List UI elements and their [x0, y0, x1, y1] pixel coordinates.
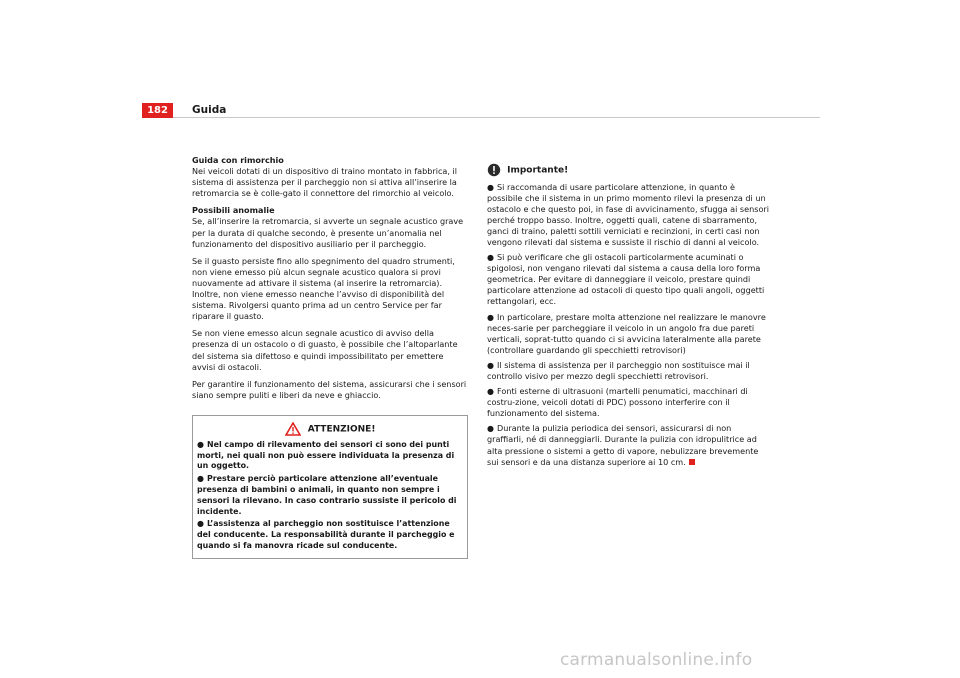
heading-trailer: Guida con rimorchio — [192, 155, 284, 165]
important-item: ● Fonti esterne di ultrasuoni (martelli penumatici, macchinari di costru-zione, veicoli dotati di PDC) possono interferire con il funzionamento del sistema. — [487, 386, 748, 419]
important-header — [487, 163, 769, 178]
bullet-icon: ● — [197, 439, 204, 449]
heading-faults: Possibili anomalie — [192, 205, 275, 216]
left-column — [192, 155, 468, 559]
warning-item: ● Prestare perciò particolare attenzione all’eventuale presenza di bambini o animali, in quanto non sempre i sensori la rilevano. In caso contrario sussiste il pericolo di incidente. — [197, 474, 457, 516]
end-of-section-icon — [689, 459, 695, 465]
bullet-icon: ● — [487, 424, 494, 434]
paragraph-faults-1: Se, all’inserire la retromarcia, si avverte un segnale acustico grave per la durata di qualche secondo, è presente un’anomalia nel funzionamento del dispositivo ausiliario per il parcheggio. — [192, 216, 464, 249]
important-item: ● Si raccomanda di usare particolare attenzione, in quanto è possibile che il sistema in un primo momento rilevi la presenza di un ostacolo e che questo poi, in fase di avvicinamento, sfugga ai sensori perché troppo basso. Inoltre, oggetti quali, catene di sbarramento, ganci di traino, paletti sottili verniciati e recinzioni, in certi casi non vengono rilevati dal sistema e sussiste il rischio di danni al veicolo. — [487, 181, 769, 247]
bullet-icon: ● — [487, 312, 494, 322]
bullet-icon: ● — [487, 360, 494, 370]
bullet-icon: ● — [197, 519, 204, 529]
bullet-icon: ● — [197, 474, 204, 484]
watermark: carmanualsonline.info — [560, 650, 753, 670]
important-title: Importante! — [507, 165, 569, 176]
exclamation-icon — [487, 163, 501, 177]
page-number: 182 — [142, 103, 173, 118]
warning-triangle-icon — [285, 422, 301, 436]
paragraph-trailer: Nei veicoli dotati di un dispositivo di traino montato in fabbrica, il sistema di assistenza per il parcheggio non si attiva all’inserire la retromarcia se è colle-gato il connettore del rimorchio al veicolo. — [192, 166, 458, 199]
right-column — [487, 163, 769, 472]
section-title: Guida — [192, 104, 227, 116]
important-item: ● Durante la pulizia periodica dei sensori, assicurarsi di non graffiarli, né di danneggiarli. Durante la pulizia con idropulitrice ad alta pressione o sistemi a getto di vapore, nebulizzare brevemente sui sensori e da una distanza superiore ai 10 cm. — [487, 423, 759, 467]
bullet-icon: ● — [487, 253, 494, 263]
bullet-icon: ● — [487, 387, 494, 397]
bullet-icon: ● — [487, 182, 494, 192]
paragraph-faults-3: Se non viene emesso alcun segnale acustico di avviso della presenza di un ostacolo o di guasto, è possibile che l’altoparlante del sistema sia difettoso e quindi impossibilitato per emettere avvisi di ostacoli. — [192, 328, 458, 372]
paragraph-faults-2: Se il guasto persiste fino allo spegnimento del quadro strumenti, non viene emesso più alcun segnale acustico qualora si provi nuovamente ad attivare il sistema (al inserire la retromarcia). Inoltre, non viene emesso neanche l’avviso di disponibilità del sistema. Rivolgersi quanto prima ad un centro Service per far riparare il guasto. — [192, 255, 455, 322]
paragraph-faults-4: Per garantire il funzionamento del sistema, assicurarsi che i sensori siano sempre puliti e liberi da neve e ghiaccio. — [192, 378, 467, 400]
warning-header — [193, 416, 467, 440]
warning-title: ATTENZIONE! — [307, 424, 376, 435]
important-item: ● In particolare, prestare molta attenzione nel realizzare le manovre neces-sarie per parcheggiare il veicolo in un angolo fra due pareti verticali, soprat-tutto quando ci si avvicina lateralmente alla parete (controllare guardando gli specchietti retrovisori) — [487, 311, 766, 355]
warning-item: ● Nel campo di rilevamento dei sensori ci sono dei punti morti, nei quali non può essere individuata la presenza di un oggetto. — [197, 439, 455, 471]
header-rule — [142, 117, 820, 118]
important-item: ● Si può verificare che gli ostacoli particolarmente acuminati o spigolosi, non vengano rilevati dal sistema a causa della loro forma geometrica. Per evitare di danneggiare il veicolo, prestare quindi particolare attenzione ad ostacoli di questo tipo quali angoli, oggetti rettangolari, ecc. — [487, 252, 765, 307]
warning-item: ● L’assistenza al parcheggio non sostituisce l’attenzione del conducente. La responsabilità durante il parcheggio e quando si fa manovra ricade sul conducente. — [197, 519, 455, 551]
warning-body — [193, 440, 467, 558]
important-item: ● Il sistema di assistenza per il parcheggio non sostituisce mai il controllo visivo per mezzo degli specchietti retrovisori. — [487, 359, 750, 381]
warning-box — [192, 415, 468, 559]
